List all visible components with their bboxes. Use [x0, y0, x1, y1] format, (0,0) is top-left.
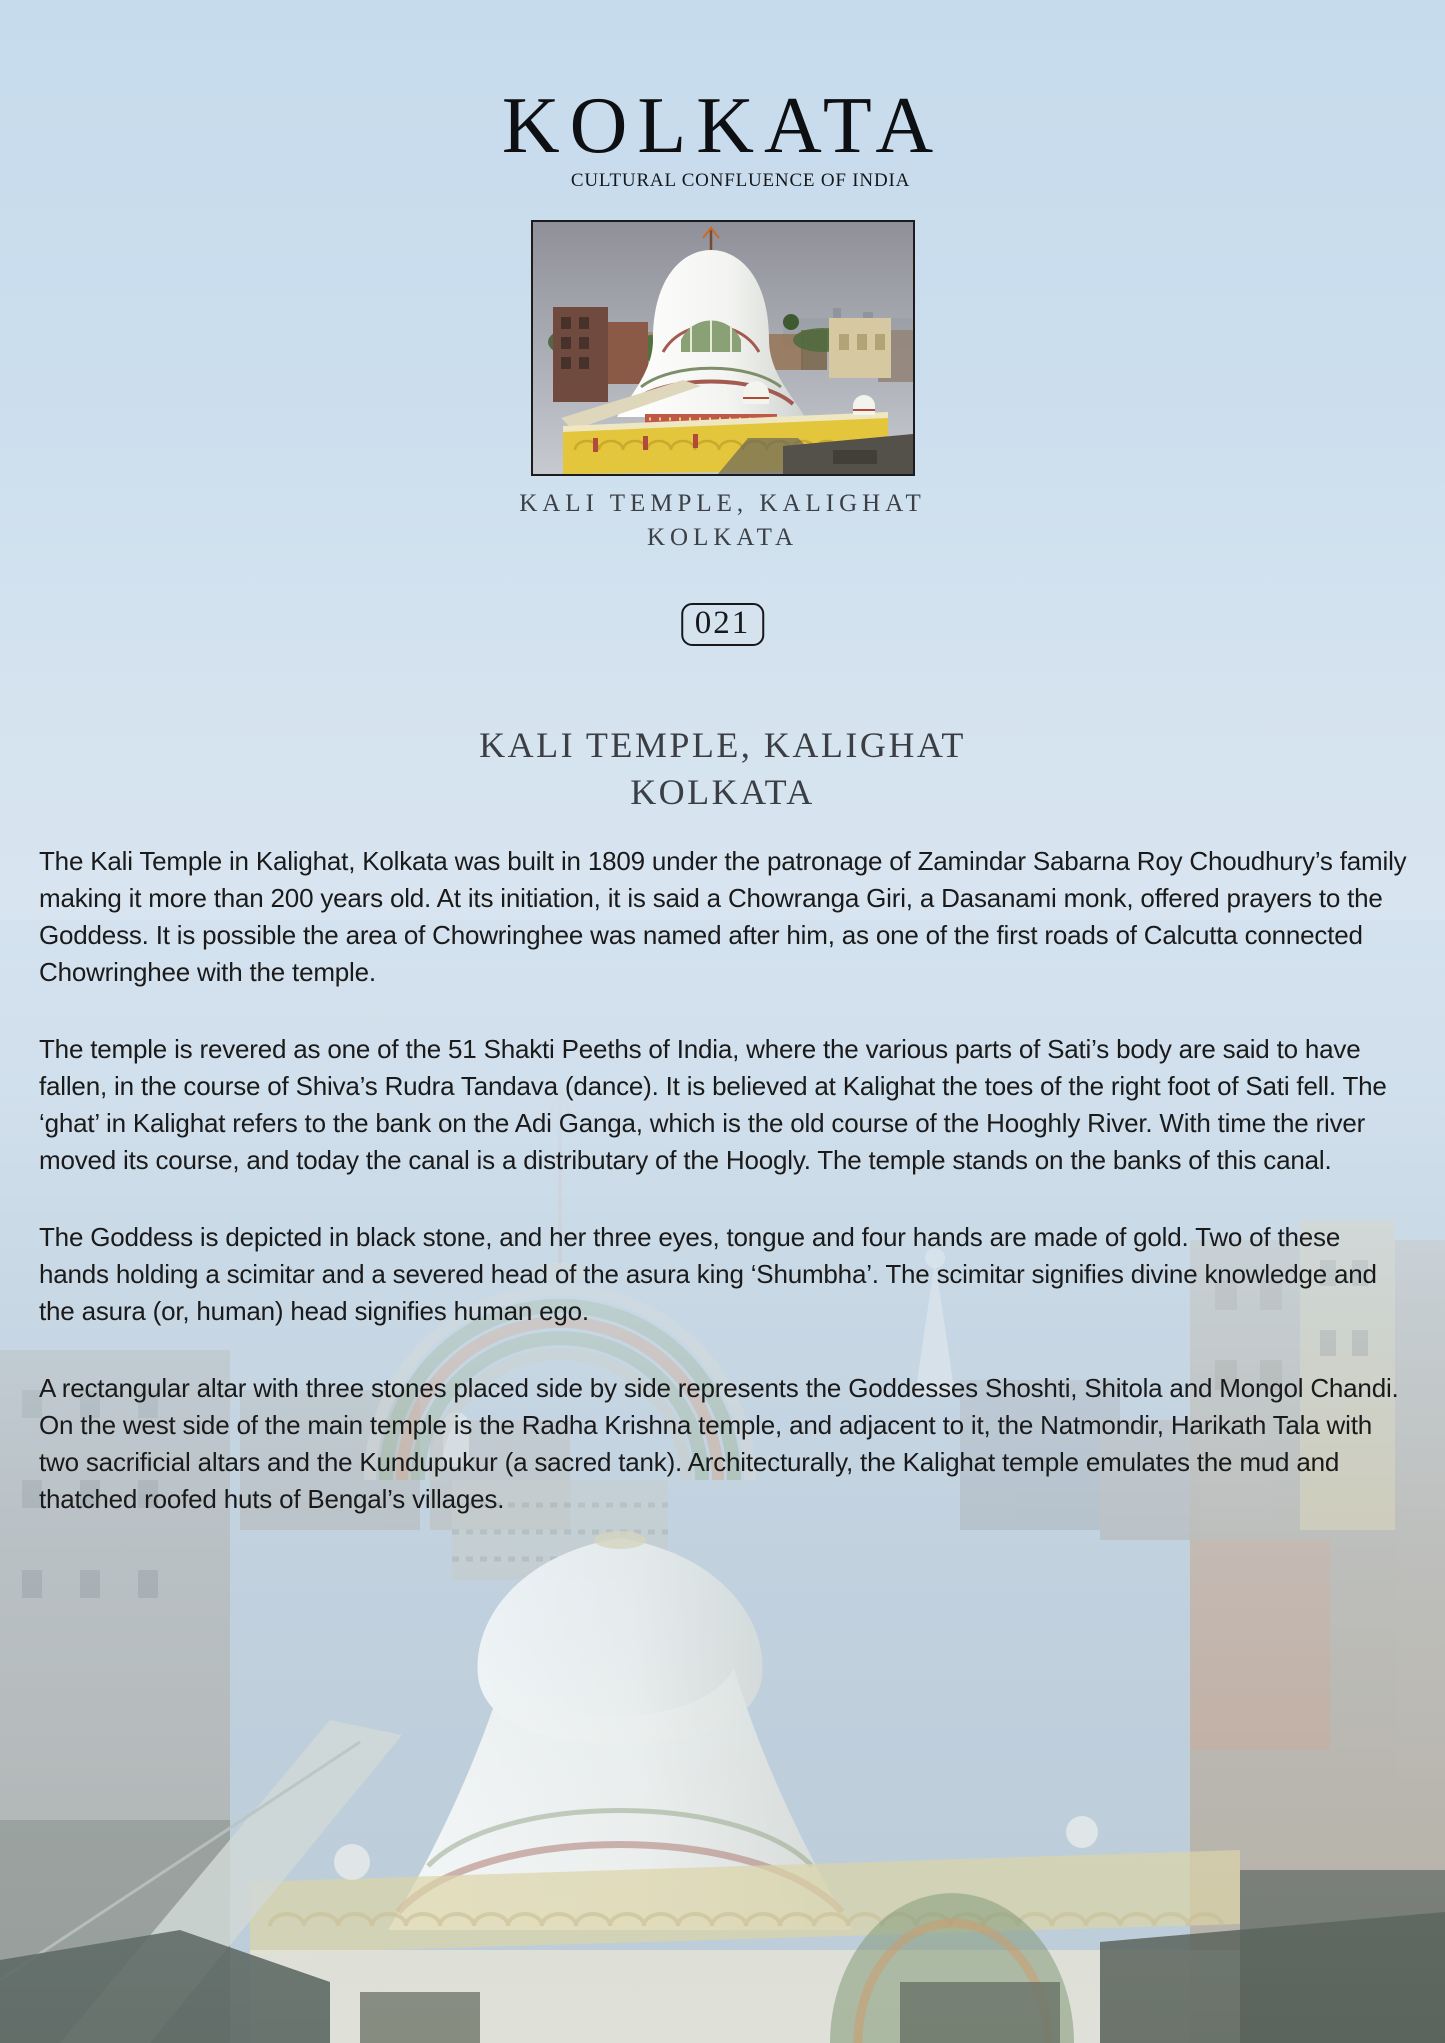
article-title [0, 722, 1445, 816]
photo-right-building [829, 318, 891, 378]
photo-caption-line1: KALI TEMPLE, KALIGHAT [519, 490, 926, 517]
temple-photo [531, 220, 915, 476]
photo-caption-line2: KOLKATA [646, 524, 799, 551]
article-title-line2: KOLKATA [630, 772, 815, 812]
page-title: KOLKATA [501, 82, 944, 170]
paragraph-shakti-peeth: The temple is revered as one of the 51 Shakti Peeths of India, where the various parts of Sati’s body are said to have fallen, in the course of Shiva’s Rudra Tandava (dance). It is believed at Kalighat the toes of the right foot of Sati fell. The ‘ghat’ in Kalighat refers to the bank on the Adi Ganga, which is the old course of the Hooghly River. With time the river moved its course, and today the canal is a distributary of the Hoogly. The temple stands on the banks of this canal. [39, 1034, 1387, 1175]
paragraph-altar-architecture: A rectangular altar with three stones placed side by side represents the Goddesses Shoshti, Shitola and Mongol Chandi. On the west side of the main temple is the Radha Krishna temple, and adjacent to it, the Natmondir, Harikath Tala with two sacrificial altars and the Kundupukur (a sacred tank). Architecturally, the Kalighat temple emulates the mud and thatched roofed huts of Bengal’s villages. [39, 1373, 1399, 1514]
page-subtitle: CULTURAL CONFLUENCE OF INDIA [570, 170, 911, 191]
masthead [0, 84, 1445, 192]
article-body [39, 843, 1411, 1558]
temple-photo-art [533, 222, 913, 474]
page-number-badge: 021 [681, 603, 765, 646]
photo-caption [0, 487, 1445, 555]
article-title-line1: KALI TEMPLE, KALIGHAT [479, 725, 966, 765]
paragraph-goddess: The Goddess is depicted in black stone, and her three eyes, tongue and four hands are made of gold. Two of these hands holding a scimitar and a severed head of the asura king ‘Shumbha’. The scimitar signifies divine knowledge and the asura (or, human) head signifies human ego. [39, 1222, 1377, 1326]
paragraph-history: The Kali Temple in Kalighat, Kolkata was built in 1809 under the patronage of Zamindar Sabarna Roy Choudhury’s family making it more than 200 years old. At its initiation, it is said a Chowranga Giri, a Dasanami monk, offered prayers to the Goddess. It is possible the area of Chowringhee was named after him, as one of the first roads of Calcutta connected Chowringhee with the temple. [39, 846, 1407, 987]
